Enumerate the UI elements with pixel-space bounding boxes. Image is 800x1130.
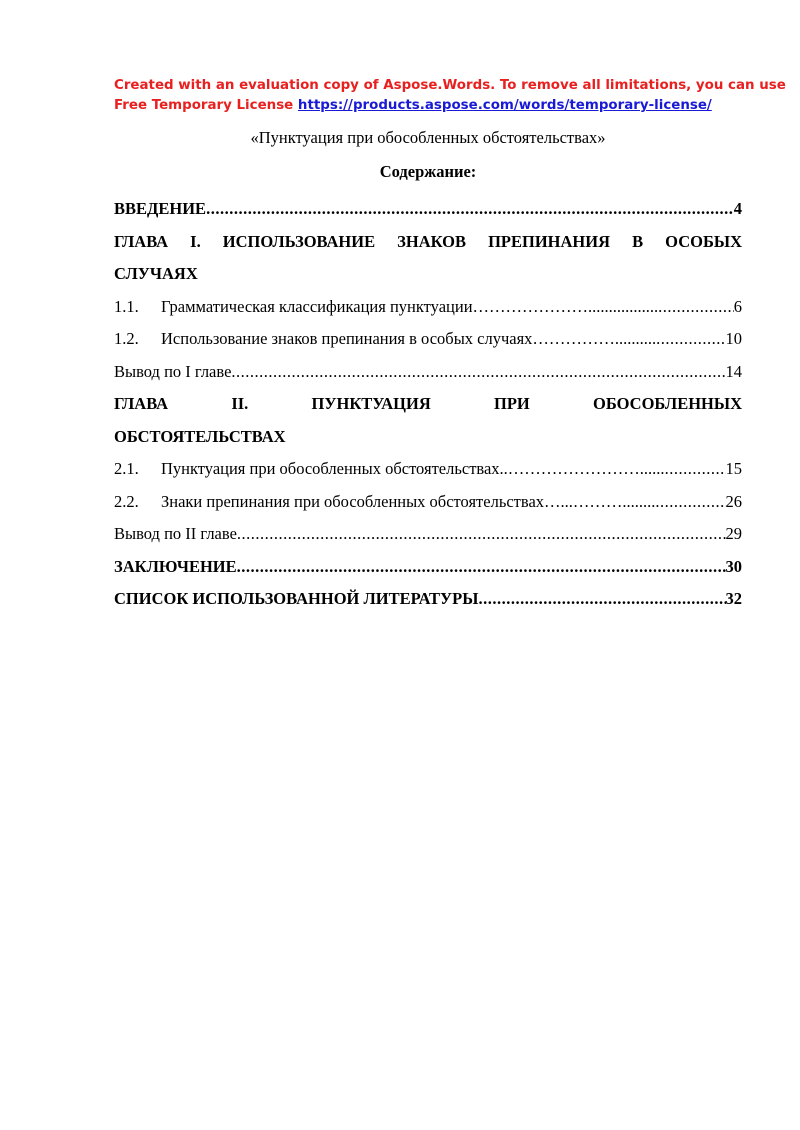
toc-page-number: 29 bbox=[725, 524, 742, 543]
toc-page-number: 4 bbox=[733, 199, 742, 218]
toc-dot-leader bbox=[658, 291, 734, 324]
toc-dot-leader bbox=[656, 323, 725, 356]
toc-section-number: 1.2. bbox=[114, 329, 139, 348]
toc-entry-text: Пунктуация при обособленных обстоятельствах..……………………...... bbox=[161, 459, 665, 478]
toc-page-number: 15 bbox=[725, 459, 742, 478]
toc-heading: Содержание: bbox=[379, 162, 477, 181]
toc-entry-section-2-1[interactable] bbox=[114, 453, 742, 486]
evaluation-notice-line2 bbox=[114, 96, 742, 116]
toc-entry-text: Использование знаков препинания в особых случаях…………….......... bbox=[161, 329, 657, 348]
toc-page-number: 26 bbox=[725, 491, 742, 511]
toc-section-number: 2.2. bbox=[114, 491, 139, 511]
toc-dot-leader bbox=[665, 453, 726, 486]
toc-chapter-title-line1: ГЛАВА I. ИСПОЛЬЗОВАНИЕ ЗНАКОВ ПРЕПИНАНИЯ В ОСОБЫХ bbox=[114, 231, 742, 251]
toc-entry-final-conclusion[interactable] bbox=[114, 551, 742, 584]
toc-entry-text: Грамматическая классификация пунктуации…………………................. bbox=[161, 296, 659, 316]
toc-page-number: 6 bbox=[733, 296, 742, 316]
toc-dot-leader bbox=[237, 518, 726, 551]
toc-entry-text: Вывод по I главе bbox=[114, 361, 232, 381]
toc-dot-leader bbox=[478, 583, 725, 616]
toc-section-number: 1.1. bbox=[114, 296, 139, 316]
toc-entry-text: ЗАКЛЮЧЕНИЕ bbox=[114, 556, 237, 576]
toc-dot-leader bbox=[206, 193, 734, 226]
toc-chapter-title-continuation: СЛУЧАЯХ bbox=[114, 264, 198, 283]
toc-entry-introduction[interactable] bbox=[114, 193, 742, 226]
temporary-license-link[interactable]: https://products.aspose.com/words/temporary-license/ bbox=[297, 98, 712, 113]
toc-chapter-title-line1: ГЛАВА II. ПУНКТУАЦИЯ ПРИ ОБОСОБЛЕННЫХ bbox=[114, 394, 742, 413]
toc-entry-section-2-2[interactable] bbox=[114, 486, 742, 519]
toc-chapter-title-continuation: ОБСТОЯТЕЛЬСТВАХ bbox=[114, 426, 286, 446]
toc-entry-chapter-1[interactable] bbox=[114, 226, 742, 291]
toc-entry-chapter-2[interactable] bbox=[114, 388, 742, 453]
toc-entry-conclusion-chapter-1[interactable] bbox=[114, 356, 742, 389]
table-of-contents bbox=[114, 193, 742, 616]
evaluation-notice bbox=[114, 76, 786, 116]
toc-section-number: 2.1. bbox=[114, 459, 139, 478]
toc-entry-text: ВВЕДЕНИЕ bbox=[114, 199, 207, 218]
toc-entry-text: Знаки препинания при обособленных обстоятельствах…...………........ bbox=[161, 491, 656, 511]
toc-dot-leader bbox=[237, 551, 726, 584]
toc-page-number: 32 bbox=[725, 589, 742, 608]
toc-page-number: 30 bbox=[725, 556, 742, 576]
toc-entry-text: СПИСОК ИСПОЛЬЗОВАННОЙ ЛИТЕРАТУРЫ bbox=[114, 589, 479, 608]
evaluation-notice-line1: Created with an evaluation copy of Aspose.Words. To remove all limitations, you can use bbox=[114, 78, 786, 93]
toc-chapter-title-line2 bbox=[114, 258, 742, 291]
document-page bbox=[114, 76, 786, 616]
toc-dot-leader bbox=[231, 356, 725, 389]
toc-entry-conclusion-chapter-2[interactable] bbox=[114, 518, 742, 551]
evaluation-notice-prefix: Free Temporary License bbox=[114, 98, 298, 113]
toc-page-number: 14 bbox=[725, 361, 742, 381]
toc-dot-leader bbox=[655, 486, 725, 519]
toc-entry-section-1-2[interactable] bbox=[114, 323, 742, 356]
toc-entry-bibliography[interactable] bbox=[114, 583, 742, 616]
toc-page-number: 10 bbox=[725, 329, 742, 348]
toc-entry-section-1-1[interactable] bbox=[114, 291, 742, 324]
document-title: «Пунктуация при обособленных обстоятельствах» bbox=[250, 128, 606, 147]
toc-chapter-title-line2 bbox=[114, 421, 742, 454]
toc-entry-text: Вывод по II главе bbox=[114, 524, 237, 543]
